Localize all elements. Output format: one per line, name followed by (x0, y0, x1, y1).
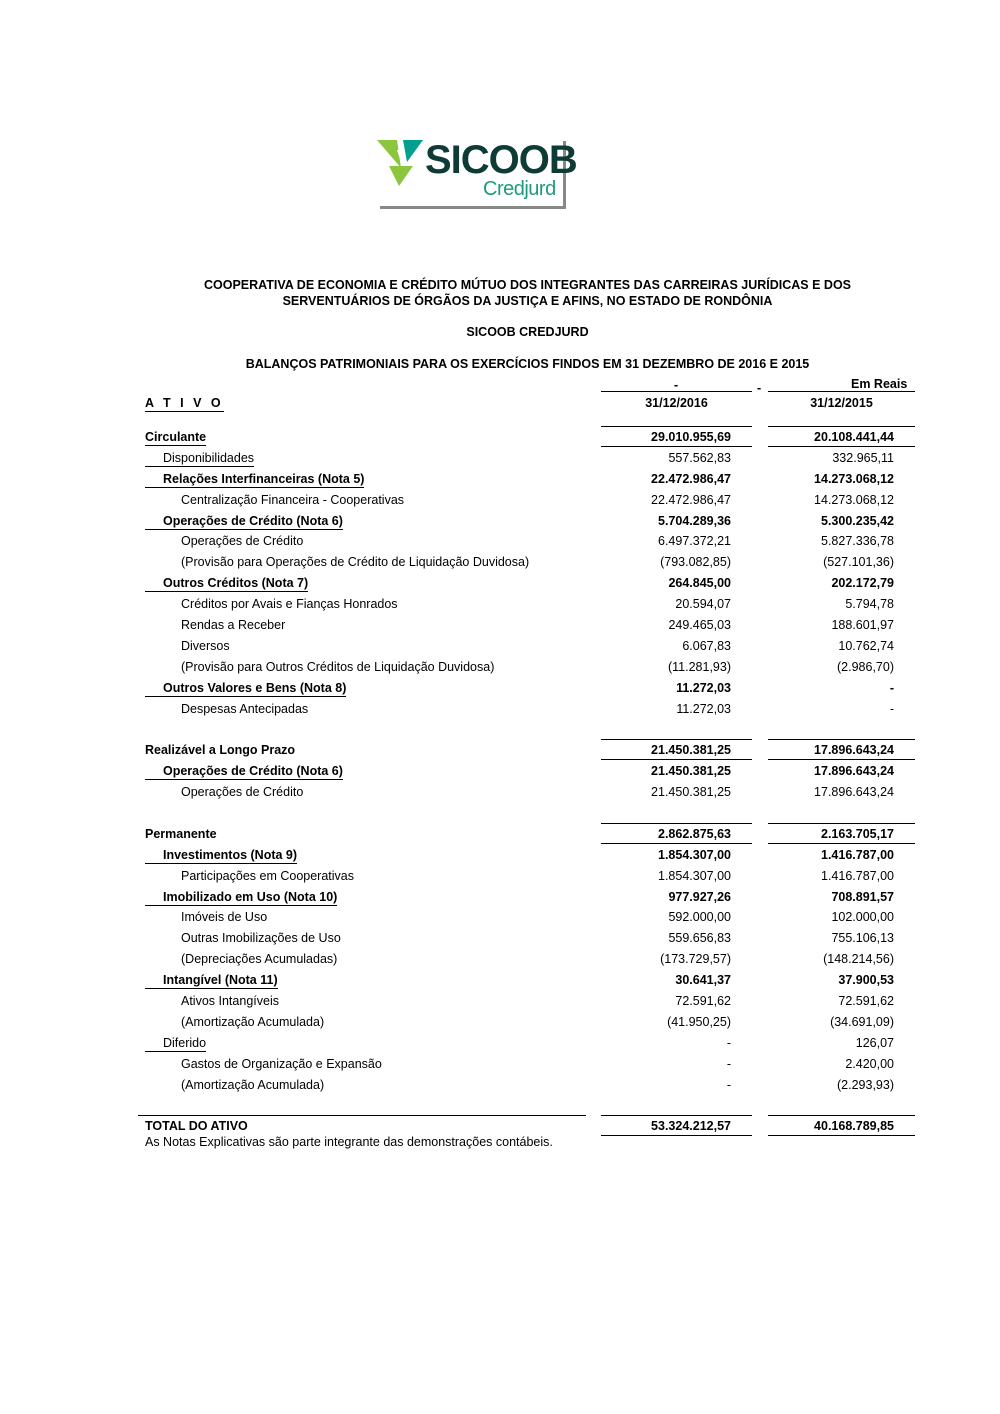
rule-line (768, 823, 915, 824)
row-label: Operações de Crédito (181, 785, 304, 800)
row-label: Créditos por Avais e Fianças Honrados (181, 597, 398, 612)
value-2015: 40.168.789,85 (814, 1119, 894, 1134)
row-label: Permanente (145, 826, 217, 841)
rule-line (768, 759, 915, 760)
cooperative-name-line2: SERVENTUÁRIOS DE ÓRGÃOS DA JUSTIÇA E AFINS, NO ESTADO DE RONDÔNIA (282, 294, 773, 308)
value-2016: 21.450.381,25 (651, 785, 731, 800)
row-label: Investimentos (Nota 9) (145, 848, 297, 864)
value-2016: 559.656,83 (668, 931, 731, 946)
value-2016: (11.281,93) (667, 659, 731, 674)
rule-line (601, 823, 752, 824)
dash-2: - (757, 381, 762, 395)
row-label: Outros Créditos (Nota 7) (145, 576, 308, 592)
value-2016: 21.450.381,25 (651, 743, 731, 758)
table-row (0, 928, 1000, 949)
table-row (0, 393, 1000, 427)
value-2015: 2.163.705,17 (821, 826, 894, 841)
value-2015: (2.293,93) (837, 1077, 894, 1092)
value-2015: (148.214,56) (823, 952, 894, 967)
table-row (0, 678, 1000, 699)
divider (768, 391, 915, 392)
table-row (0, 949, 1000, 970)
rule-line (768, 843, 915, 844)
logo-sub: Credjurd (483, 178, 556, 200)
value-2015: 37.900,53 (838, 973, 894, 988)
value-2016: 249.465,03 (668, 618, 731, 633)
spacer-row (0, 719, 1000, 740)
value-2015: (2.986,70) (837, 659, 894, 674)
row-label: (Provisão para Operações de Crédito de Liquidação Duvidosa) (181, 555, 530, 570)
value-2016: 21.450.381,25 (651, 764, 731, 779)
balance-sheet-table (0, 393, 1000, 1137)
rule-line (138, 1115, 586, 1116)
row-label: Imóveis de Uso (181, 910, 268, 925)
rule-line (768, 739, 915, 740)
value-2015: 17.896.643,24 (814, 764, 894, 779)
row-label: Relações Interfinanceiras (Nota 5) (145, 472, 364, 488)
rule-line (601, 843, 752, 844)
value-2016: 72.591,62 (675, 994, 731, 1009)
value-2016: (173.729,57) (660, 952, 731, 967)
table-row (0, 1033, 1000, 1054)
rule-line (601, 739, 752, 740)
logo-mark-icon (377, 138, 425, 188)
rule-line (768, 1135, 915, 1136)
rule-line (768, 426, 915, 427)
currency-label: Em Reais (851, 377, 908, 391)
divider (601, 391, 752, 392)
value-2015: 2.420,00 (845, 1056, 894, 1071)
table-row (0, 615, 1000, 636)
row-label: Intangível (Nota 11) (145, 973, 278, 989)
value-2016: 11.272,03 (676, 701, 731, 716)
row-label: Circulante (145, 430, 207, 444)
rule-line (601, 426, 752, 427)
table-row (0, 531, 1000, 552)
logo-brand: SICOOB (425, 138, 577, 182)
value-2015: 5.300.235,42 (821, 513, 894, 528)
value-2016: - (726, 1035, 731, 1050)
value-2015: 10.762,74 (838, 638, 894, 653)
value-2015: 755.106,13 (831, 931, 894, 946)
table-row (0, 740, 1000, 761)
value-2015: 1.416.787,00 (821, 847, 894, 862)
value-2016: 264.845,00 (668, 576, 731, 591)
row-label: Rendas a Receber (181, 618, 286, 633)
table-row (0, 490, 1000, 511)
value-2015: 102.000,00 (831, 910, 894, 925)
value-2016: 30.641,37 (675, 973, 731, 988)
row-label: Operações de Crédito (Nota 6) (145, 764, 343, 780)
spacer-row (0, 803, 1000, 824)
row-label: A T I V O (145, 396, 224, 410)
table-row (0, 970, 1000, 991)
row-label: Imobilizado em Uso (Nota 10) (145, 890, 337, 906)
value-2016: - (726, 1077, 731, 1092)
table-row (0, 427, 1000, 448)
row-label: (Provisão para Outros Créditos de Liquidação Duvidosa) (181, 659, 495, 674)
value-2015: 14.273.068,12 (814, 471, 894, 486)
table-row (0, 761, 1000, 782)
row-label: Realizável a Longo Prazo (145, 743, 296, 758)
table-row (0, 845, 1000, 866)
table-row (0, 657, 1000, 678)
value-2015: 202.172,79 (831, 576, 894, 591)
rule-line (768, 446, 915, 447)
table-row (0, 907, 1000, 928)
value-2016: 11.272,03 (676, 680, 731, 695)
rule-line (601, 1115, 752, 1116)
value-2015: 20.108.441,44 (814, 430, 894, 444)
footnote: As Notas Explicativas são parte integrante das demonstrações contábeis. (145, 1135, 553, 1149)
value-2015: 17.896.643,24 (814, 743, 894, 758)
row-label: (Depreciações Acumuladas) (181, 952, 338, 967)
value-2015: - (889, 680, 894, 695)
value-2015: - (889, 701, 894, 716)
row-label: Gastos de Organização e Expansão (181, 1056, 382, 1071)
document-title: BALANÇOS PATRIMONIAIS PARA OS EXERCÍCIOS FINDOS EM 31 DEZEMBRO DE 2016 E 2015 (245, 357, 810, 371)
row-label: Outros Valores e Bens (Nota 8) (145, 681, 346, 697)
short-name: SICOOB CREDJURD (466, 325, 589, 339)
value-2016: 5.704.289,36 (658, 513, 731, 528)
value-2016: 6.067,83 (682, 638, 731, 653)
value-2015: 5.827.336,78 (821, 534, 894, 549)
row-label: Ativos Intangíveis (181, 994, 279, 1009)
value-2016: 29.010.955,69 (651, 430, 731, 444)
rule-line (601, 1135, 752, 1136)
table-row (0, 469, 1000, 490)
value-2016: (41.950,25) (667, 1014, 731, 1029)
value-2016: 6.497.372,21 (658, 534, 731, 549)
row-label: TOTAL DO ATIVO (145, 1119, 248, 1134)
column-header-2015: 31/12/2015 (810, 396, 873, 410)
rule-line (601, 446, 752, 447)
row-label: Disponibilidades (145, 451, 254, 467)
value-2015: (527.101,36) (823, 555, 894, 570)
cooperative-name-line1: COOPERATIVA DE ECONOMIA E CRÉDITO MÚTUO DOS INTEGRANTES DAS CARREIRAS JURÍDICAS E DOS (203, 278, 852, 292)
table-row (0, 887, 1000, 908)
value-2016: 2.862.875,63 (658, 826, 731, 841)
value-2015: 5.794,78 (845, 597, 894, 612)
table-row (0, 991, 1000, 1012)
row-label: Outras Imobilizações de Uso (181, 931, 341, 946)
column-header-2016: 31/12/2016 (645, 396, 708, 410)
value-2016: (793.082,85) (660, 555, 731, 570)
table-row (0, 636, 1000, 657)
table-row (0, 552, 1000, 573)
table-row (0, 824, 1000, 845)
table-row (0, 511, 1000, 532)
table-row (0, 1012, 1000, 1033)
table-row (0, 594, 1000, 615)
row-label: Operações de Crédito (181, 534, 304, 549)
value-2016: 557.562,83 (668, 450, 731, 465)
row-label: (Amortização Acumulada) (181, 1014, 325, 1029)
value-2016: 53.324.212,57 (651, 1119, 731, 1134)
table-row (0, 1054, 1000, 1075)
rule-line (768, 1115, 915, 1116)
row-label: Diversos (181, 638, 230, 653)
value-2015: (34.691,09) (830, 1014, 894, 1029)
row-label: Centralização Financeira - Cooperativas (181, 492, 405, 507)
value-2016: 22.472.986,47 (651, 492, 731, 507)
value-2015: 1.416.787,00 (821, 868, 894, 883)
row-label: Participações em Cooperativas (181, 868, 354, 883)
value-2015: 72.591,62 (838, 994, 894, 1009)
dash-1: - (674, 378, 679, 392)
row-label: Operações de Crédito (Nota 6) (145, 514, 343, 530)
table-row (0, 573, 1000, 594)
table-row (0, 699, 1000, 720)
value-2016: 1.854.307,00 (658, 847, 731, 862)
row-label: Diferido (145, 1036, 206, 1052)
value-2015: 708.891,57 (831, 889, 894, 904)
row-label: Despesas Antecipadas (181, 701, 309, 716)
value-2015: 14.273.068,12 (814, 492, 894, 507)
value-2016: 977.927,26 (668, 889, 731, 904)
value-2016: 592.000,00 (668, 910, 731, 925)
value-2016: - (726, 1056, 731, 1071)
value-2016: 20.594,07 (675, 597, 731, 612)
value-2015: 17.896.643,24 (814, 785, 894, 800)
value-2016: 22.472.986,47 (651, 471, 731, 486)
value-2015: 332.965,11 (832, 450, 894, 465)
rule-line (601, 759, 752, 760)
table-row (0, 782, 1000, 803)
table-row (0, 866, 1000, 887)
value-2015: 126,07 (855, 1035, 894, 1050)
table-row (0, 1075, 1000, 1096)
row-label: (Amortização Acumulada) (181, 1077, 325, 1092)
value-2016: 1.854.307,00 (658, 868, 731, 883)
sicoob-credjurd-logo (377, 138, 577, 206)
spacer-row (0, 1096, 1000, 1117)
value-2015: 188.601,97 (831, 618, 894, 633)
table-row (0, 448, 1000, 469)
